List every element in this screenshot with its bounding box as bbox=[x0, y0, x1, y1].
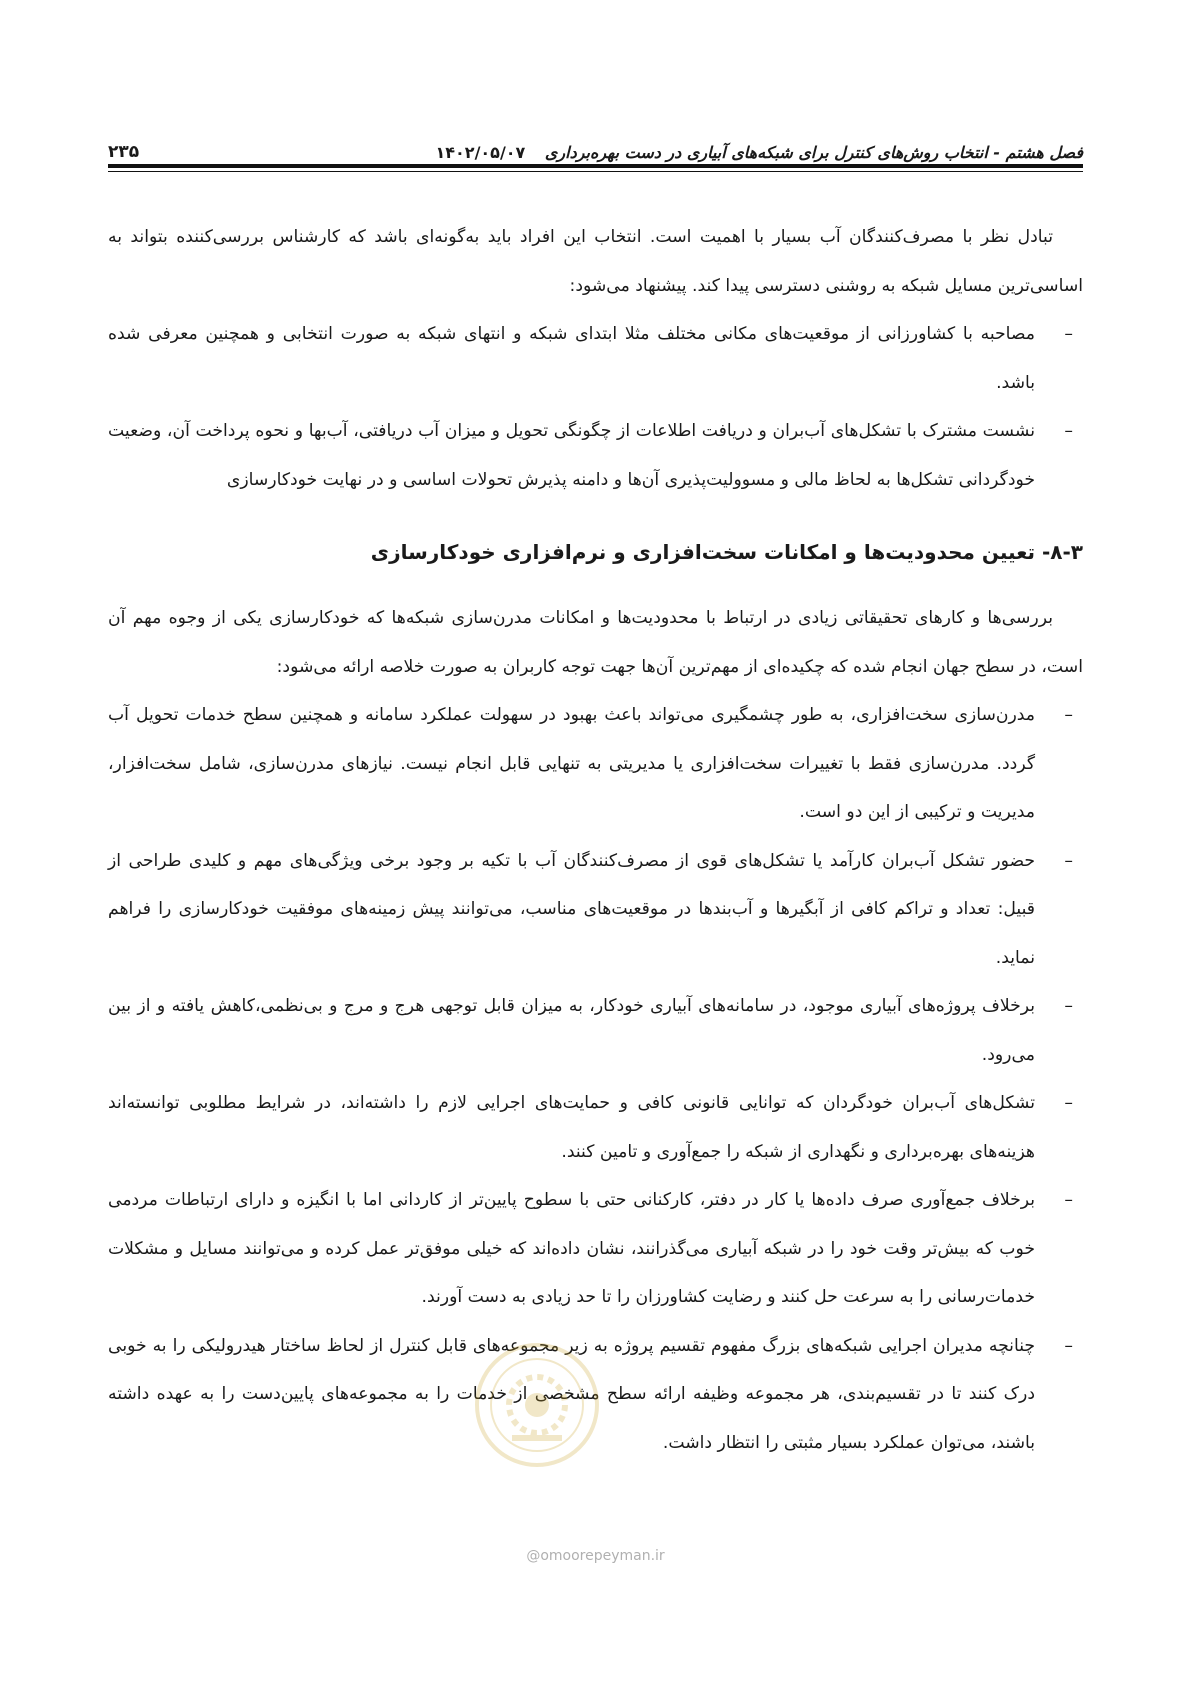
bullet-text: مصاحبه با کشاورزانی از موقعیت‌های مکانی مختلف مثلا ابتدای شبکه و انتهای شبکه به صورت انتخابی و همچنین معرفی شده باشد. bbox=[108, 324, 1035, 393]
seal-emblem-icon bbox=[472, 1340, 602, 1470]
body-content bbox=[108, 213, 1083, 1467]
bullet-dash: – bbox=[1064, 1190, 1073, 1210]
bullet-dash: – bbox=[1064, 996, 1073, 1016]
header-chapter bbox=[436, 143, 1084, 162]
bullet-text: برخلاف پروژه‌های آبیاری موجود، در سامانه‌های آبیاری خودکار، به میزان قابل توجهی هرج و مرج و بی‌نظمی،کاهش یافته و از بین می‌رود. bbox=[108, 996, 1035, 1065]
watermark-text: @omoorepeyman.ir bbox=[526, 1548, 665, 1564]
bullet-dash: – bbox=[1064, 705, 1073, 725]
list-item bbox=[108, 1079, 1083, 1176]
bullet-dash: – bbox=[1064, 1335, 1073, 1356]
bullet-text: حضور تشکل آب‌بران کارآمد یا تشکل‌های قوی از مصرف‌کنندگان آب با تکیه بر وجود برخی ویژگی‌های مهم و کلیدی طراحی از قبیل: تعداد و تراکم کافی از آبگیرها و آب‌بندها در موقعیت‌های مناسب، می‌توانند پیش زمینه‌های موفقیت خودکارسازی را فراهم نماید. bbox=[108, 850, 1035, 968]
section-heading: ۸-۳- تعیین محدودیت‌ها و امکانات سخت‌افزاری و نرم‌افزاری خودکارسازی bbox=[370, 540, 1083, 564]
bullet-text: چنانچه مدیران اجرایی شبکه‌های بزرگ مفهوم تقسیم پروژه به زیر مجموعه‌های قابل کنترل از لحاظ ساختار هیدرولیکی را به خوبی درک کنند تا در تقسیم‌بندی، هر مجموعه وظیفه ارائه سطح مشخصی از خدمات را به مجموعه‌های پایین‌دست را به عهده داشته باشند، می‌توان عملکرد بسیار مثبتی را انتظار داشت. bbox=[108, 1335, 1035, 1453]
list-item bbox=[108, 407, 1083, 504]
section-paragraph: بررسی‌ها و کارهای تحقیقاتی زیادی در ارتباط با محدودیت‌ها و امکانات مدرن‌سازی شبکه‌ها که خودکارسازی یکی از وجوه مهم آن است، در سطح جهان انجام شده که چکیده‌ای از مهم‌ترین آن‌ها جهت توجه کاربران به صورت خلاصه ارائه می‌شود: bbox=[108, 608, 1083, 677]
bullet-text: تشکل‌های آب‌بران خودگردان که توانایی قانونی کافی و حمایت‌های اجرایی لازم را داشته‌اند، در شرایط مطلوبی توانسته‌اند هزینه‌های بهره‌برداری و نگهداری از شبکه را جمع‌آوری و تامین کنند. bbox=[108, 1093, 1035, 1162]
header-date: ۱۴۰۲/۰۵/۰۷ bbox=[435, 143, 526, 162]
header-rule-thick bbox=[108, 164, 1083, 168]
intro-bullet-list bbox=[108, 310, 1083, 504]
bullet-dash: – bbox=[1064, 324, 1073, 344]
bullet-dash: – bbox=[1064, 421, 1073, 441]
list-item bbox=[108, 310, 1083, 407]
bullet-text: برخلاف جمع‌آوری صرف داده‌ها یا کار در دفتر، کارکنانی حتی با سطوح پایین‌تر از کاردانی اما با انگیزه و دارای ارتباطات مردمی خوب که بیش‌تر وقت خود را در شبکه آبیاری می‌گذرانند، نشان داده‌اند که خیلی موفق‌تر عمل کرده و می‌توانند مسایل و مشکلات خدمات‌رسانی را به سرعت حل کنند و رضایت کشاورزان را تا حد زیادی به دست آورند. bbox=[108, 1190, 1035, 1307]
header-rule-thin bbox=[108, 171, 1083, 172]
running-header bbox=[108, 128, 1083, 162]
bullet-text: مدرن‌سازی سخت‌افزاری، به طور چشمگیری می‌تواند باعث بهبود در سهولت عملکرد سامانه و همچنین سطح خدمات تحویل آب گردد. مدرن‌سازی فقط با تغییرات سخت‌افزاری یا مدیریتی به تنهایی قابل انجام نیست. نیازهای مدرن‌سازی، شامل سخت‌افزار، مدیریت و ترکیبی از این دو است. bbox=[108, 705, 1035, 822]
list-item bbox=[108, 1176, 1083, 1322]
bullet-dash: – bbox=[1064, 850, 1073, 871]
list-item bbox=[108, 691, 1083, 837]
chapter-title: فصل هشتم - انتخاب روش‌های کنترل برای شبکه‌های آبیاری در دست بهره‌برداری bbox=[544, 143, 1083, 162]
bullet-text: نشست مشترک با تشکل‌های آب‌بران و دریافت اطلاعات از چگونگی تحویل و میزان آب دریافتی، آب‌بها و نحوه پرداخت آن، وضعیت خودگردانی تشکل‌ها به لحاظ مالی و مسوولیت‌پذیری آن‌ها و دامنه پذیرش تحولات اساسی و در نهایت خودکارسازی bbox=[108, 421, 1035, 490]
list-item bbox=[108, 982, 1083, 1079]
bullet-dash: – bbox=[1064, 1093, 1073, 1113]
list-item bbox=[108, 837, 1083, 983]
intro-paragraph: تبادل نظر با مصرف‌کنندگان آب بسیار با اهمیت است. انتخاب این افراد باید به‌گونه‌ای باشد که کارشناس بررسی‌کننده بتواند به اساسی‌ترین مسایل شبکه به روشنی دسترسی پیدا کند. پیشنهاد می‌شود: bbox=[108, 227, 1083, 296]
page-number: ۲۳۵ bbox=[108, 142, 140, 162]
